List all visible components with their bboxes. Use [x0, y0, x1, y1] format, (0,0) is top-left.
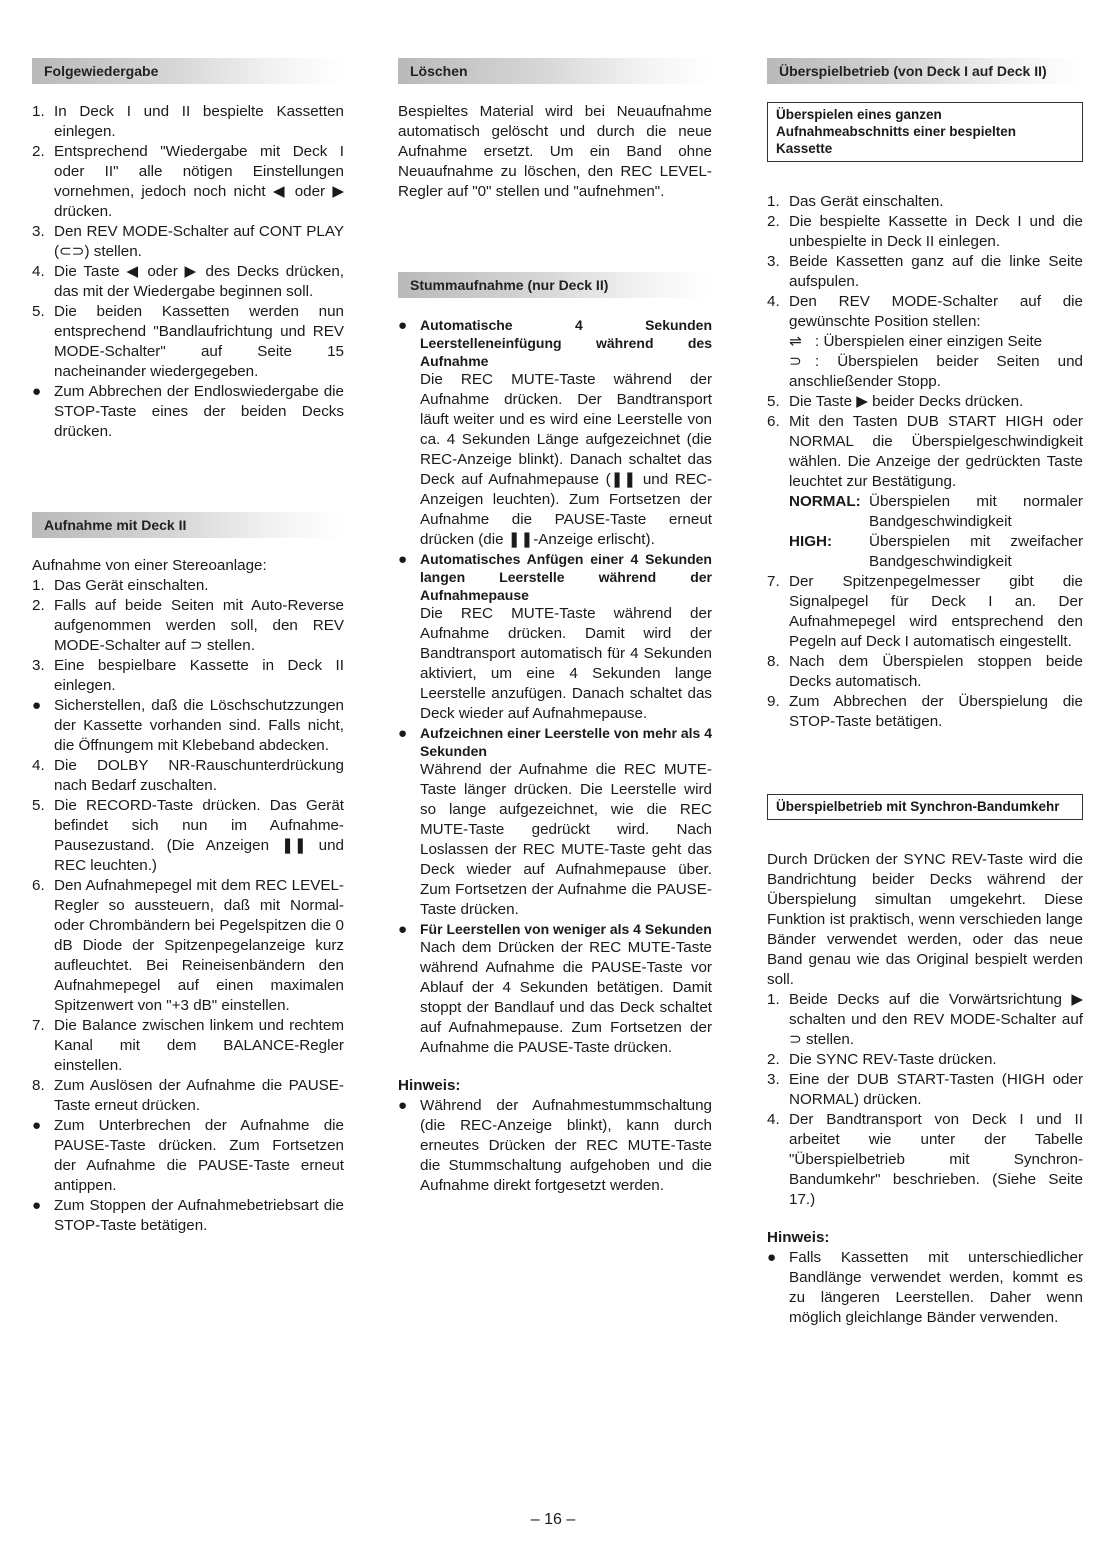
box-heading-ganzer-abschnitt: Überspielen eines ganzen Aufnahmeabschnitts einer bespielten Kassette	[767, 102, 1083, 162]
list-item: 2. Entsprechend "Wiedergabe mit Deck I oder II" alle nötigen Einstellungen vornehmen, jedoch noch nicht ◀ oder ▶ drücken.	[32, 143, 344, 220]
heading-ueberspielbetrieb: Überspielbetrieb (von Deck I auf Deck II)	[767, 58, 1083, 84]
list-item: 1. Das Gerät einschalten.	[767, 193, 944, 210]
hinweis-list	[398, 1096, 712, 1196]
speed-option-normal: NORMAL: Überspielen mit normaler Bandgeschwindigkeit	[789, 493, 1083, 530]
box-heading-synchron: Überspielbetrieb mit Synchron-Bandumkehr	[767, 794, 1083, 820]
list-item: ● Automatische 4 Sekunden Leerstelleneinfügung während des Aufnahme Die REC MUTE-Taste während der Aufnahme drücken. Der Bandtransport läuft weiter und es wird eine Leerstelle von ca. 4 Sekunden Länge aufgezeichnet (die REC-Anzeige blinkt). Danach schaltet das Deck auf Aufnahmepause (❚❚ und REC-Anzeigen leuchten). Zum Fortsetzen der Aufnahme die PAUSE-Taste erneut drücken (die ❚❚-Anzeige erlischt).	[398, 317, 712, 548]
list-item: 8. Nach dem Überspielen stoppen beide Decks automatisch.	[767, 653, 1083, 690]
list-item: ● Automatisches Anfügen einer 4 Sekunden langen Leerstelle während der Aufnahmepause Die REC MUTE-Taste während der Aufnahme drücken. Damit wird der Bandtransport automatisch für 4 Sekunden aktiviert, um eine 4 Sekunden lange Leerstelle anzufügen. Danach schaltet das Deck wieder auf Aufnahmepause.	[398, 551, 712, 722]
list-item: 2. Die SYNC REV-Taste drücken.	[767, 1051, 997, 1068]
rev-mode-option-single: ⇌ : Überspielen einer einzigen Seite	[789, 333, 1043, 350]
list-item: 1. In Deck I und II bespielte Kassetten einlegen.	[32, 103, 344, 140]
sync-list	[767, 990, 1083, 1210]
list-item: 4. Der Bandtransport von Deck I und II arbeitet wie unter der Tabelle "Überspielbetrieb mit Synchron-Bandumkehr" beschrieben. (Siehe Seite 17.)	[767, 1111, 1083, 1208]
heading-folgewiedergabe: Folgewiedergabe	[32, 58, 344, 84]
list-item: 5. Die beiden Kassetten werden nun entsprechend "Bandlaufrichtung und REV MODE-Schalter" auf Seite 15 nacheinander wiedergegeben.	[32, 303, 344, 380]
list-item: 2. Die bespielte Kassette in Deck I und die unbespielte in Deck II einlegen.	[767, 213, 1083, 250]
hinweis-label: Hinweis:	[398, 1077, 461, 1094]
list-item: 7. Der Spitzenpegelmesser gibt die Signalpegel für Deck I an. Der Aufnahmepegel wird entsprechend den Pegeln auf Deck I automatisch eingestellt.	[767, 573, 1083, 650]
heading-loeschen: Löschen	[398, 58, 712, 84]
aufnahme-list	[32, 576, 344, 1236]
list-item: 4. Den REV MODE-Schalter auf die gewünschte Position stellen: ⇌ : Überspielen einer einzigen Seite ⊃ : Überspielen beider Seiten und anschließender Stopp.	[767, 293, 1083, 390]
hinweis-label: Hinweis:	[767, 1229, 830, 1246]
list-item: ● Für Leerstellen von weniger als 4 Sekunden Nach dem Drücken der REC MUTE-Taste während Aufnahme die PAUSE-Taste vor Ablauf der 4 Sekunden betätigen. Damit stoppt der Bandlauf und das Deck schaltet auf Aufnahmepause. Zum Fortsetzen der Aufnahme die PAUSE-Taste drücken.	[398, 921, 712, 1056]
list-item: 7. Die Balance zwischen linkem und rechtem Kanal mit dem BALANCE-Regler einstellen.	[32, 1017, 344, 1074]
rev-mode-option-both: ⊃ : Überspielen beider Seiten und anschließender Stopp.	[789, 353, 1083, 390]
list-item: 3. Eine bespielbare Kassette in Deck II einlegen.	[32, 657, 344, 694]
hinweis-list	[767, 1248, 1083, 1328]
list-item: 3. Beide Kassetten ganz auf die linke Seite aufspulen.	[767, 253, 1083, 290]
list-item: ● Sicherstellen, daß die Löschschutzzungen der Kassette vorhanden sind. Falls nicht, die Öffnungem mit Klebeband abdecken.	[32, 697, 344, 754]
aufnahme-intro: Aufnahme von einer Stereoanlage:	[32, 557, 267, 574]
loeschen-text: Bespieltes Material wird bei Neuaufnahme automatisch gelöscht und durch die neue Aufnahme ersetzt. Um ein Band ohne Neuaufnahme zu löschen, den REC LEVEL-Regler auf "0" stellen und "aufnehmen".	[398, 103, 712, 200]
list-item: ● Zum Unterbrechen der Aufnahme die PAUSE-Taste drücken. Zum Fortsetzen der Aufnahme die PAUSE-Taste erneut antippen.	[32, 1117, 344, 1194]
heading-aufnahme: Aufnahme mit Deck II	[32, 512, 344, 538]
list-item: ● Falls Kassetten mit unterschiedlicher Bandlänge verwendet werden, kommt es zu längeren Leerstellen. Daher wenn möglich gleichlange Bänder verwenden.	[767, 1249, 1083, 1326]
sync-intro: Durch Drücken der SYNC REV-Taste wird die Bandrichtung beider Decks während der Überspielung simultan umgekehrt. Diese Funktion ist praktisch, wenn verschieden lange Bänder verwendet werden, oder das neue Band genau wie das Original bespielt werden soll.	[767, 851, 1083, 988]
list-item: 6. Mit den Tasten DUB START HIGH oder NORMAL die Überspielgeschwindigkeit wählen. Die Anzeige der gedrückten Taste leuchtet zur Bestätigung. NORMAL: Überspielen mit normaler Bandgeschwindigkeit HIGH: Überspielen mit zweifacher Bandgeschwindigkeit	[767, 413, 1083, 570]
list-item: 6. Den Aufnahmepegel mit dem REC LEVEL-Regler so aussteuern, daß mit Normal- oder Chrombändern bei Pegelspitzen die 0 dB Diode der Spitzenpegelanzeige kurz aufleuchtet. Bei Reineisenbändern den Aufnahmepegel auf einen maximalen Spitzenwert von "+3 dB" einstellen.	[32, 877, 344, 1014]
list-item: 9. Zum Abbrechen der Überspielung die STOP-Taste betätigen.	[767, 693, 1083, 730]
folge-list	[32, 102, 344, 442]
list-item: 3. Eine der DUB START-Tasten (HIGH oder NORMAL) drücken.	[767, 1071, 1083, 1108]
heading-stummaufnahme: Stummaufnahme (nur Deck II)	[398, 272, 712, 298]
speed-option-high: HIGH: Überspielen mit zweifacher Bandgeschwindigkeit	[789, 533, 1083, 570]
list-item: 5. Die Taste ▶ beider Decks drücken.	[767, 393, 1024, 410]
list-item: 4. Die Taste ◀ oder ▶ des Decks drücken, das mit der Wiedergabe beginnen soll.	[32, 263, 344, 300]
list-item: 1. Beide Decks auf die Vorwärtsrichtung ▶ schalten und den REV MODE-Schalter auf ⊃ stellen.	[767, 991, 1083, 1048]
list-item: 1. Das Gerät einschalten.	[32, 577, 209, 594]
list-item: 5. Die RECORD-Taste drücken. Das Gerät befindet sich nun im Aufnahme-Pausezustand. (Die Anzeigen ❚❚ und REC leuchten.)	[32, 797, 344, 874]
list-item: ● Aufzeichnen einer Leerstelle von mehr als 4 Sekunden Während der Aufnahme die REC MUTE-Taste länger drücken. Die Leerstelle wird so lange aufgezeichnet, wie die REC MUTE-Taste gedrückt wird. Nach Loslassen der REC MUTE-Taste geht das Deck wieder auf Aufnahmepause über. Zum Fortsetzen der Aufnahme die PAUSE-Taste drücken.	[398, 725, 712, 918]
list-item: 4. Die DOLBY NR-Rauschunterdrückung nach Bedarf zuschalten.	[32, 757, 344, 794]
page-number: – 16 –	[530, 1511, 576, 1528]
column-left	[32, 58, 344, 1236]
list-item: 2. Falls auf beide Seiten mit Auto-Reverse aufgenommen werden soll, den REV MODE-Schalter auf ⊃ stellen.	[32, 597, 344, 654]
list-item: ● Während der Aufnahmestummschaltung (die REC-Anzeige blinkt), kann durch erneutes Drücken der REC MUTE-Taste die Stummschaltung aufgehoben und die Aufnahme direkt fortgesetzt werden.	[398, 1097, 712, 1194]
stumm-list	[398, 316, 712, 1058]
ueberspiel-list	[767, 192, 1083, 732]
list-item: 3. Den REV MODE-Schalter auf CONT PLAY (⊂⊃) stellen.	[32, 223, 344, 260]
one-way-icon: ⇌	[789, 333, 802, 350]
list-item: ● Zum Abbrechen der Endloswiedergabe die STOP-Taste eines der beiden Decks drücken.	[32, 383, 344, 440]
reverse-icon: ⊃	[789, 353, 802, 370]
list-item: ● Zum Stoppen der Aufnahmebetriebsart die STOP-Taste betätigen.	[32, 1197, 344, 1234]
list-item: 8. Zum Auslösen der Aufnahme die PAUSE-Taste erneut drücken.	[32, 1077, 344, 1114]
column-right	[767, 58, 1083, 1328]
column-middle	[398, 58, 712, 1196]
